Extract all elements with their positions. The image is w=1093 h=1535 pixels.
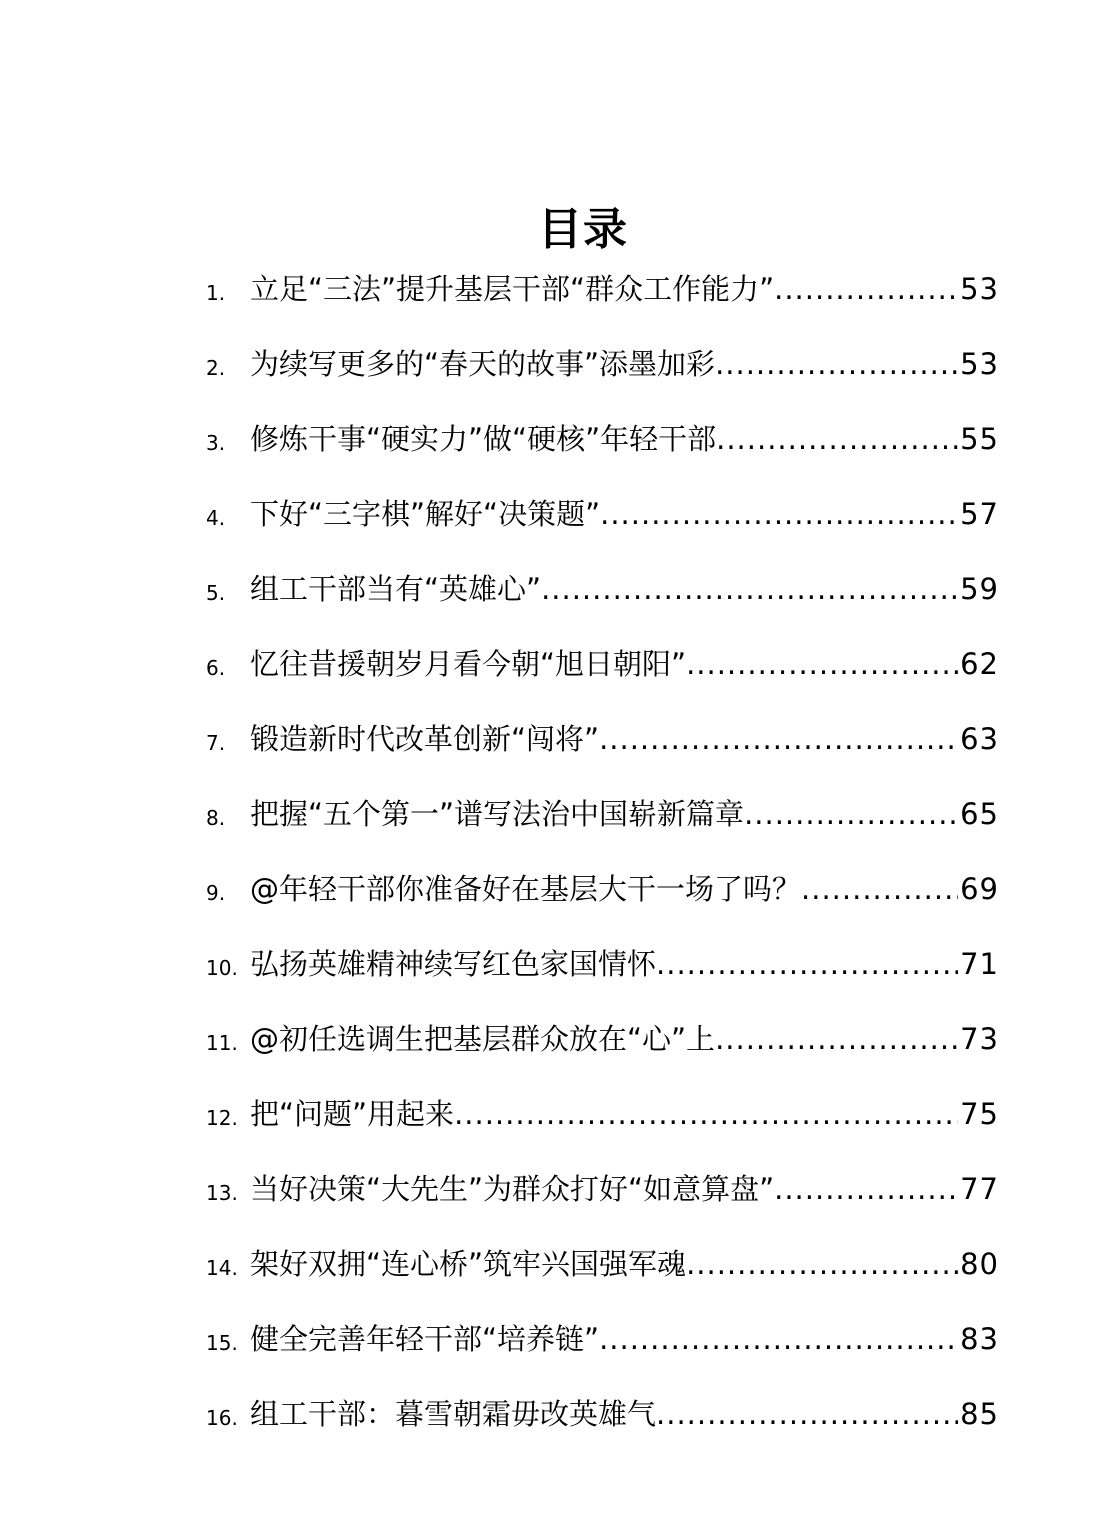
toc-entry-number: 13. (206, 1180, 238, 1205)
toc-entry-number: 4. (206, 505, 226, 530)
toc-dot-leader (599, 1325, 958, 1354)
toc-dot-leader (599, 725, 958, 754)
toc-entry[interactable] (206, 252, 999, 327)
toc-dot-leader (656, 950, 958, 979)
toc-entry[interactable] (206, 1377, 999, 1452)
toc-entry-page-number: 77 (960, 1172, 999, 1206)
toc-entry-page-number: 53 (960, 347, 999, 381)
toc-dot-leader (454, 1100, 958, 1129)
toc-entry-page-number: 63 (960, 722, 999, 756)
toc-entry[interactable] (206, 477, 999, 552)
toc-entry[interactable] (206, 402, 999, 477)
toc-entry-page-number: 65 (960, 797, 999, 831)
toc-entry-title: 组工干部：暮雪朝霜毋改英雄气 (250, 1397, 657, 1431)
toc-entry-title: 为续写更多的“春天的故事”添墨加彩 (250, 347, 716, 381)
toc-entry-number: 15. (206, 1330, 238, 1355)
toc-entry-number: 1. (206, 280, 226, 305)
toc-entry-number: 14. (206, 1255, 238, 1280)
toc-dot-leader (715, 350, 958, 379)
toc-entry[interactable] (206, 702, 999, 777)
toc-entry-number: 3. (206, 430, 226, 455)
toc-dot-leader (774, 275, 958, 304)
toc-entry[interactable] (206, 1227, 999, 1302)
toc-entry-title: @年轻干部你准备好在基层大干一场了吗？ (250, 872, 802, 906)
toc-entry-title: 组工干部当有“英雄心” (250, 572, 542, 606)
toc-entry[interactable] (206, 1302, 999, 1377)
toc-entry-page-number: 85 (960, 1397, 999, 1431)
toc-entry-number: 11. (206, 1030, 238, 1055)
toc-entry-page-number: 75 (960, 1097, 999, 1131)
toc-entry-page-number: 59 (960, 572, 999, 606)
toc-entry[interactable] (206, 627, 999, 702)
toc-entry-page-number: 57 (960, 497, 999, 531)
toc-dot-leader (774, 1175, 958, 1204)
toc-entry-page-number: 83 (960, 1322, 999, 1356)
toc-dot-leader (600, 500, 958, 529)
toc-entry[interactable] (206, 1077, 999, 1152)
toc-dot-leader (686, 1250, 958, 1279)
toc-entry-page-number: 80 (960, 1247, 999, 1281)
toc-entry-page-number: 55 (960, 422, 999, 456)
toc-dot-leader (801, 875, 958, 904)
toc-entry-title: @初任选调生把基层群众放在“心”上 (250, 1022, 716, 1056)
toc-entry-title: 修炼干事“硬实力”做“硬核”年轻干部 (250, 422, 717, 456)
toc-dot-leader (686, 650, 958, 679)
toc-entry[interactable] (206, 777, 999, 852)
toc-dot-leader (656, 1400, 958, 1429)
toc-entry[interactable] (206, 852, 999, 927)
toc-entry-title: 立足“三法”提升基层干部“群众工作能力” (250, 272, 775, 306)
toc-dot-leader (744, 800, 958, 829)
toc-entry-number: 6. (206, 655, 226, 680)
toc-dot-leader (716, 425, 958, 454)
toc-entry-title: 下好“三字棋”解好“决策题” (250, 497, 601, 531)
toc-entry[interactable] (206, 1002, 999, 1077)
toc-entry-title: 健全完善年轻干部“培养链” (250, 1322, 600, 1356)
toc-entry-number: 12. (206, 1105, 238, 1130)
toc-entry-page-number: 69 (960, 872, 999, 906)
toc-entry-title: 忆往昔援朝岁月看今朝“旭日朝阳” (250, 647, 687, 681)
toc-entry-page-number: 71 (960, 947, 999, 981)
toc-entry-number: 10. (206, 955, 238, 980)
toc-entry-title: 把握“五个第一”谱写法治中国崭新篇章 (250, 797, 745, 831)
toc-entry-page-number: 62 (960, 647, 999, 681)
toc-entry[interactable] (206, 1152, 999, 1227)
toc-entry[interactable] (206, 927, 999, 1002)
toc-entry-number: 16. (206, 1405, 238, 1430)
toc-dot-leader (541, 575, 958, 604)
toc-dot-leader (715, 1025, 958, 1054)
toc-entry-title: 弘扬英雄精神续写红色家国情怀 (250, 947, 657, 981)
table-of-contents (206, 252, 999, 1452)
page-title: 目录 (538, 204, 628, 256)
toc-entry-number: 5. (206, 580, 226, 605)
toc-entry[interactable] (206, 552, 999, 627)
toc-entry[interactable] (206, 327, 999, 402)
toc-entry-title: 把“问题”用起来 (250, 1097, 455, 1131)
toc-entry-title: 当好决策“大先生”为群众打好“如意算盘” (250, 1172, 775, 1206)
toc-entry-title: 架好双拥“连心桥”筑牢兴国强军魂 (250, 1247, 687, 1281)
toc-entry-number: 9. (206, 880, 226, 905)
toc-entry-title: 锻造新时代改革创新“闯将” (250, 722, 600, 756)
toc-entry-number: 8. (206, 805, 226, 830)
toc-entry-page-number: 73 (960, 1022, 999, 1056)
toc-entry-number: 7. (206, 730, 226, 755)
toc-entry-number: 2. (206, 355, 226, 380)
toc-entry-page-number: 53 (960, 272, 999, 306)
